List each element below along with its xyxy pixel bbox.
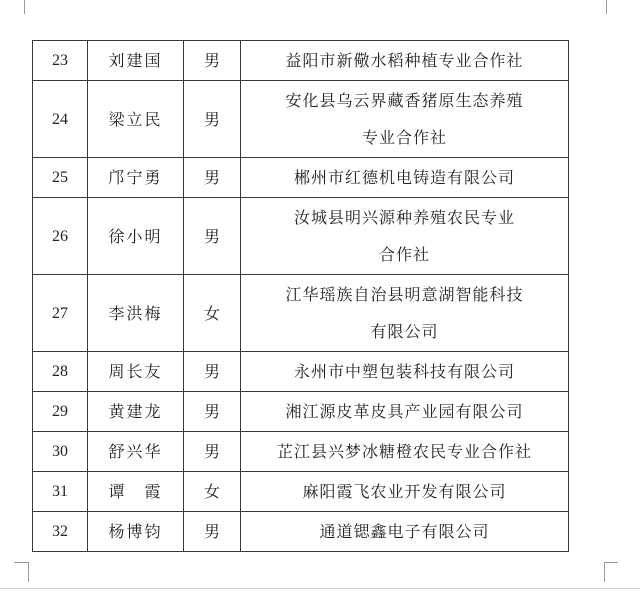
table-row	[33, 158, 569, 198]
margin-corner-mark	[18, 0, 25, 14]
person-sex: 男	[184, 432, 241, 472]
table-row	[33, 432, 569, 472]
organization	[241, 81, 569, 158]
organization-line: 永州市中塑包装科技有限公司	[293, 362, 515, 381]
row-number: 27	[33, 275, 88, 352]
table-row	[33, 41, 569, 81]
row-number: 26	[33, 198, 88, 275]
organization	[241, 392, 569, 432]
person-name: 梁立民	[88, 81, 184, 158]
organization	[241, 158, 569, 198]
person-sex: 男	[184, 198, 241, 275]
person-name: 杨博钧	[88, 512, 184, 552]
organization	[241, 352, 569, 392]
organization-line: 益阳市新儆水稻种植专业合作社	[285, 51, 524, 70]
person-name: 谭 霞	[88, 472, 184, 512]
organization-line: 麻阳霞飞农业开发有限公司	[302, 482, 507, 501]
table-row	[33, 275, 569, 352]
row-number: 32	[33, 512, 88, 552]
person-sex: 女	[184, 472, 241, 512]
organization	[241, 472, 569, 512]
row-number: 28	[33, 352, 88, 392]
margin-corner-mark	[604, 562, 618, 563]
person-name: 李洪梅	[88, 275, 184, 352]
person-sex: 男	[184, 41, 241, 81]
organization-line: 专业合作社	[361, 128, 447, 147]
person-sex: 男	[184, 512, 241, 552]
row-number: 29	[33, 392, 88, 432]
organization-line: 湘江源皮革皮具产业园有限公司	[285, 402, 524, 421]
row-number: 23	[33, 41, 88, 81]
person-name: 邝宁勇	[88, 158, 184, 198]
table-row	[33, 198, 569, 275]
person-name: 舒兴华	[88, 432, 184, 472]
organization-line: 安化县乌云界藏香猪原生态养殖	[285, 91, 524, 110]
person-sex: 男	[184, 392, 241, 432]
roster-table	[32, 40, 569, 552]
table-row	[33, 392, 569, 432]
organization	[241, 512, 569, 552]
margin-corner-mark	[606, 0, 613, 14]
organization-line: 郴州市红德机电铸造有限公司	[293, 168, 515, 187]
table-row	[33, 512, 569, 552]
organization-line: 汝城县明兴源种养殖农民专业	[293, 208, 515, 227]
margin-corner-mark	[604, 562, 605, 582]
table-row	[33, 81, 569, 158]
row-number: 30	[33, 432, 88, 472]
table-row	[33, 352, 569, 392]
person-sex: 男	[184, 81, 241, 158]
person-sex: 男	[184, 352, 241, 392]
row-number: 24	[33, 81, 88, 158]
organization-line: 芷江县兴梦冰糖橙农民专业合作社	[276, 442, 532, 461]
organization-line: 合作社	[378, 245, 430, 264]
organization-line: 江华瑶族自治县明意湖智能科技	[285, 285, 524, 304]
person-sex: 女	[184, 275, 241, 352]
margin-corner-mark	[14, 562, 28, 563]
person-name: 黄建龙	[88, 392, 184, 432]
organization	[241, 41, 569, 81]
table-row	[33, 472, 569, 512]
row-number: 31	[33, 472, 88, 512]
row-number: 25	[33, 158, 88, 198]
organization-line: 通道锶鑫电子有限公司	[319, 522, 490, 541]
person-name: 徐小明	[88, 198, 184, 275]
organization-line: 有限公司	[370, 322, 439, 341]
margin-corner-mark	[28, 562, 29, 582]
organization	[241, 275, 569, 352]
person-sex: 男	[184, 158, 241, 198]
person-name: 刘建国	[88, 41, 184, 81]
person-name: 周长友	[88, 352, 184, 392]
organization	[241, 432, 569, 472]
page-bottom-rule	[0, 588, 640, 589]
organization	[241, 198, 569, 275]
